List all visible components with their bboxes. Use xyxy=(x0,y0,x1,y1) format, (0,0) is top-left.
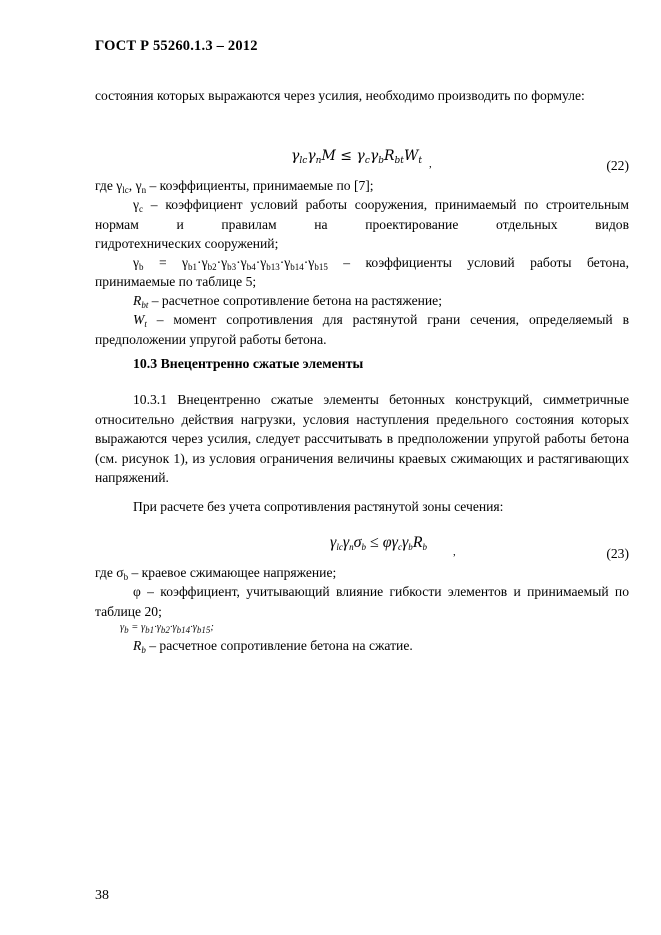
para-10-3-1-text: 10.3.1 Внецентренно сжатые элементы бетонных конструкций, симметричные относительно действия нагрузки, условия наступления предельного состояния которых выражаются через усилия, следует рассчитывать в предположении упругой работы бетона (см. рисунок 1), из условия ограничения величины краевых сжимающих и растягивающих напряжений. xyxy=(95,392,629,485)
def-gamma-c: $\gamma_c$ – коэффициент условий работы сооружения, принимаемый по строительным нормам и правилам на проектирование отдельных видов xyxy=(95,197,629,232)
def-r-b: $R_b$ – расчетное сопротивление бетона на сжатие. xyxy=(133,638,413,655)
formula-22: $\gamma_{lc}\gamma_nM \le \gamma_c\gamma_bR_{bt}W_t$ xyxy=(291,148,422,166)
equation-number-22: (22) xyxy=(606,158,629,173)
intro-text: состояния которых выражаются через усилия, необходимо производить по формуле: xyxy=(95,88,585,103)
def-phi xyxy=(95,582,629,621)
equation-number-23: (23) xyxy=(606,546,629,561)
formula-23: $\gamma_{lc}\gamma_n\sigma_b \le \varphi\gamma_c\gamma_bR_b$ xyxy=(330,534,428,552)
def-gamma-c-end: гидротехнических сооружений; xyxy=(95,236,279,251)
def-gamma-b: $\gamma_b = \gamma_{b1}\cdot\gamma_{b2}\cdot\gamma_{b3}\cdot\gamma_{b4}\cdot\gamma_{b13}\cdot\gamma_{b14}\cdot\gamma_{b15}$ – коэффициенты условий работы бетона, xyxy=(133,255,629,272)
section-title: 10.3 Внецентренно сжатые элементы xyxy=(133,356,364,371)
formula-22-row xyxy=(95,146,629,172)
document-header: ГОСТ Р 55260.1.3 – 2012 xyxy=(95,38,258,54)
intro-paragraph xyxy=(95,86,629,106)
formula-22-comma: , xyxy=(429,158,432,170)
def-phi-text: φ – коэффициент, учитывающий влияние гибкости элементов и принимаемый по таблице 20; xyxy=(95,584,629,619)
def-gamma-b-end: принимаемые по таблице 5; xyxy=(95,274,257,289)
def-gamma-lc-n: где $\gamma_{lc}$, $\gamma_n$ – коэффициенты, принимаемые по [7]; xyxy=(95,178,374,195)
def-w-t: $W_t$ – момент сопротивления для растянутой грани сечения, определяемый в предположении упругой работы бетона. xyxy=(95,312,629,347)
para-10-3-1 xyxy=(95,390,629,488)
page-number: 38 xyxy=(95,888,109,903)
def-sigma-b: где $\sigma_b$ – краевое сжимающее напряжение; xyxy=(95,565,337,582)
para-calc xyxy=(95,497,629,517)
formula-23-comma: , xyxy=(453,546,456,558)
formula-23-row xyxy=(95,534,629,560)
def-r-bt: $R_{bt}$ – расчетное сопротивление бетона на растяжение; xyxy=(133,293,442,310)
para-calc-text: При расчете без учета сопротивления растянутой зоны сечения: xyxy=(133,499,504,514)
def-gamma-b-small: $\gamma_b = \gamma_{b1}\cdot\gamma_{b2}\cdot\gamma_{b14}\cdot\gamma_{b15}$; xyxy=(120,622,214,635)
